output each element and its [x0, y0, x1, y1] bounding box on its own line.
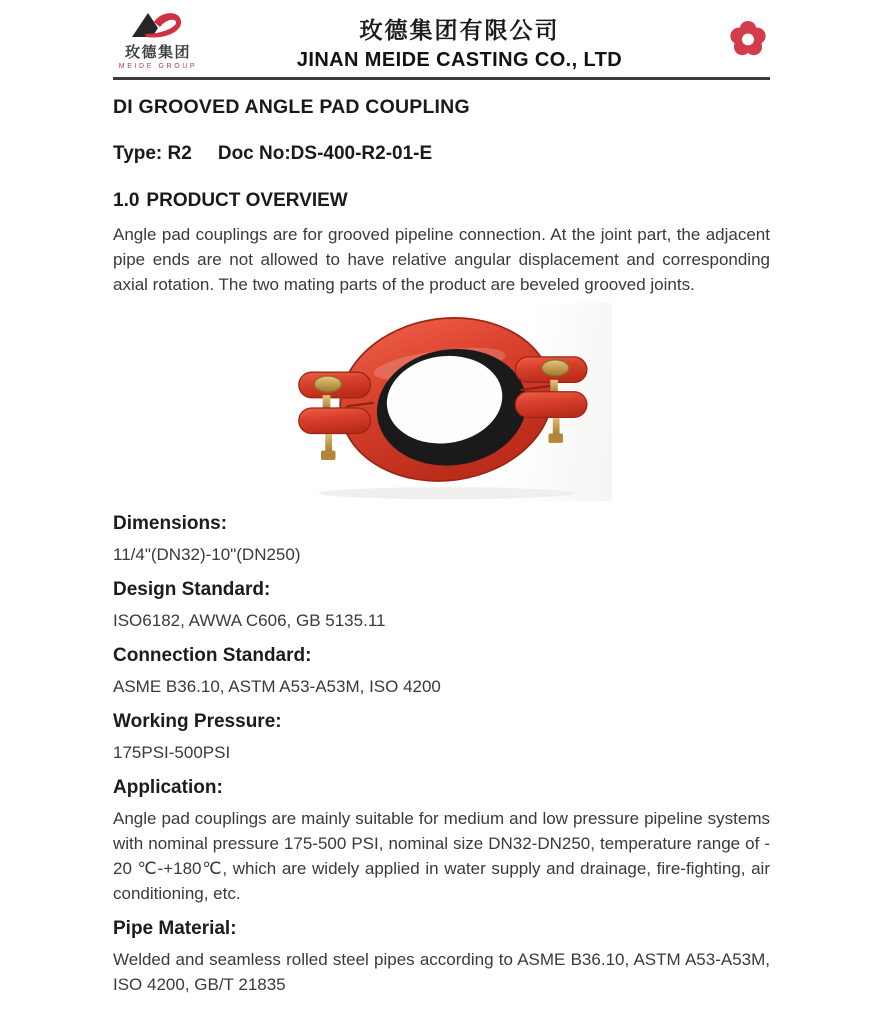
- type-label: Type: R2: [113, 143, 192, 164]
- spec-value: 175PSI-500PSI: [113, 743, 231, 762]
- spec-section-connection-standard: [113, 646, 770, 699]
- overview-paragraph: Angle pad couplings are for grooved pipeline connection. At the joint part, the adjacent pipe ends are not allowed to have relative angular displacement and corresponding axial rotation. The two mating parts of the product are beveled grooved joints.: [113, 225, 770, 294]
- spec-label: Working Pressure:: [113, 711, 282, 732]
- page-header: [113, 10, 770, 72]
- spec-label: Connection Standard:: [113, 645, 312, 666]
- spec-value: ASME B36.10, ASTM A53-A53M, ISO 4200: [113, 677, 441, 696]
- spec-section-dimensions: [113, 514, 770, 567]
- spec-section-working-pressure: [113, 712, 770, 765]
- company-name-chinese: 玫德集团有限公司: [359, 17, 560, 43]
- logo-english-text: MEIDE GROUP: [118, 63, 198, 70]
- product-image: [272, 303, 612, 501]
- flower-icon-container: [716, 10, 770, 61]
- spec-value: ISO6182, AWWA C606, GB 5135.11: [113, 611, 386, 630]
- spec-section-design-standard: [113, 580, 770, 633]
- section-heading-product-overview: [113, 190, 770, 212]
- spec-label: Design Standard:: [113, 579, 271, 600]
- type-doc-line: [113, 143, 770, 165]
- spec-section-pipe-material: [113, 919, 770, 997]
- coupling-illustration-icon: [277, 304, 607, 500]
- flower-icon: [726, 17, 770, 61]
- company-titles: [203, 10, 716, 72]
- spec-value: 11/4"(DN32)-10"(DN250): [113, 545, 301, 564]
- section-number: 1.0: [113, 190, 140, 211]
- meide-logo: [113, 10, 203, 70]
- logo-chinese-text: 玫德集团: [124, 44, 191, 61]
- section-heading-text: PRODUCT OVERVIEW: [146, 190, 348, 211]
- company-name-english: JINAN MEIDE CASTING CO., LTD: [296, 49, 623, 71]
- logo-swoosh-icon: [126, 10, 190, 40]
- spec-label: Application:: [113, 777, 223, 798]
- spec-value: Angle pad couplings are mainly suitable for medium and low pressure pipeline systems with nominal pressure 175-500 PSI, nominal size DN32-DN250, temperature range of - 20 ℃-+180℃, which are widely applied in water supply and drainage, fire-fighting, air conditioning, etc.: [113, 809, 770, 903]
- document-title: DI GROOVED ANGLE PAD COUPLING: [113, 96, 470, 118]
- spec-label: Dimensions:: [113, 513, 228, 534]
- spec-label: Pipe Material:: [113, 918, 237, 939]
- doc-number: Doc No:DS-400-R2-01-E: [217, 143, 433, 164]
- spec-section-application: [113, 778, 770, 906]
- header-divider: [113, 77, 770, 80]
- spec-value: Welded and seamless rolled steel pipes according to ASME B36.10, ASTM A53-A53M, ISO 4200, GB/T 21835: [113, 950, 770, 994]
